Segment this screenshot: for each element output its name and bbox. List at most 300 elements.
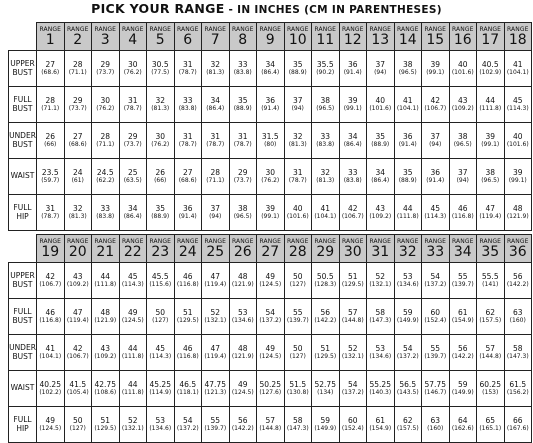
row-label: FULL BUST <box>9 299 37 335</box>
range-number: 28 <box>288 244 307 260</box>
inches-value: 48 <box>237 271 248 281</box>
measurement-cell <box>504 335 532 371</box>
measurement-cell <box>367 371 395 407</box>
cm-value: (157.5) <box>479 316 502 324</box>
measurement-cell <box>422 123 450 159</box>
inches-value: 30.5 <box>151 59 169 69</box>
inches-value: 37 <box>457 167 468 177</box>
measurement-cell <box>339 123 367 159</box>
cm-value: (86.4) <box>206 104 225 112</box>
range-label: RANGE <box>149 238 171 245</box>
cm-value: (134.6) <box>149 424 172 432</box>
measurement-cell <box>284 195 312 231</box>
measurement-cell <box>64 123 92 159</box>
measurement-cell <box>394 335 422 371</box>
cm-value: (153) <box>482 388 499 396</box>
cm-value: (144.8) <box>259 424 282 432</box>
inches-value: 32 <box>72 203 83 213</box>
page-title <box>0 1 533 16</box>
measurement-cell <box>394 299 422 335</box>
inches-value: 63 <box>430 415 441 425</box>
inches-value: 33 <box>100 203 111 213</box>
measurement-cell <box>202 159 230 195</box>
cm-value: (114.3) <box>506 104 529 112</box>
range-label: RANGE <box>507 238 529 245</box>
range-header <box>477 23 505 51</box>
measurement-cell <box>422 159 450 195</box>
cm-value: (129.5) <box>176 316 199 324</box>
inches-value: 46 <box>182 343 193 353</box>
range-label: RANGE <box>507 26 529 33</box>
cm-value: (77.5) <box>151 68 170 76</box>
measurement-cell <box>312 87 340 123</box>
inches-value: 60 <box>347 415 358 425</box>
cm-value: (124.5) <box>121 316 144 324</box>
cm-value: (119.4) <box>204 280 227 288</box>
cm-value: (86.4) <box>343 140 362 148</box>
measurement-cell <box>37 195 65 231</box>
cm-value: (132.1) <box>121 424 144 432</box>
inches-value: 66 <box>512 415 523 425</box>
cm-value: (99.1) <box>343 104 362 112</box>
measurement-cell <box>422 407 450 443</box>
range-header <box>422 23 450 51</box>
inches-value: 32 <box>155 95 166 105</box>
inches-value: 48 <box>512 203 523 213</box>
measurement-cell <box>174 335 202 371</box>
inches-value: 32 <box>210 59 221 69</box>
cm-value: (63.5) <box>123 176 142 184</box>
inches-value: 49 <box>265 343 276 353</box>
measurement-cell <box>64 159 92 195</box>
measurement-cell <box>147 299 175 335</box>
cm-value: (101.6) <box>506 140 529 148</box>
measurement-cell <box>92 159 120 195</box>
inches-value: 43 <box>72 271 83 281</box>
measurement-cell <box>92 299 120 335</box>
cm-value: (137.2) <box>341 388 364 396</box>
cm-value: (102.9) <box>479 68 502 76</box>
row-label: WAIST <box>9 159 37 195</box>
cm-value: (83.8) <box>343 176 362 184</box>
range-number: 24 <box>178 244 197 260</box>
measurement-cell <box>312 123 340 159</box>
range-header <box>284 235 312 263</box>
cm-value: (137.2) <box>396 352 419 360</box>
measurement-cell <box>37 299 65 335</box>
measurement-cell <box>504 195 532 231</box>
measurement-cell <box>394 51 422 87</box>
cm-value: (94) <box>456 176 469 184</box>
cm-value: (139.7) <box>204 424 227 432</box>
cm-value: (111.8) <box>396 212 419 220</box>
inches-value: 27 <box>72 131 83 141</box>
measurement-cell <box>504 159 532 195</box>
measurement-cell <box>477 407 505 443</box>
inches-value: 24 <box>72 167 83 177</box>
inches-value: 42 <box>72 343 83 353</box>
measurement-cell <box>504 123 532 159</box>
measurement-cell <box>229 407 257 443</box>
inches-value: 46 <box>182 271 193 281</box>
cm-value: (94) <box>209 212 222 220</box>
cm-value: (147.3) <box>369 316 392 324</box>
range-label: RANGE <box>452 26 474 33</box>
inches-value: 31 <box>127 95 138 105</box>
cm-value: (129.5) <box>314 352 337 360</box>
inches-value: 39 <box>347 95 358 105</box>
cm-value: (86.4) <box>123 212 142 220</box>
inches-value: 51.5 <box>289 379 307 389</box>
measurement-cell <box>119 371 147 407</box>
cm-value: (81.3) <box>151 104 170 112</box>
measurement-cell <box>64 263 92 299</box>
inches-value: 58 <box>512 343 523 353</box>
cm-value: (124.5) <box>259 352 282 360</box>
measurement-cell <box>339 51 367 87</box>
measurement-cell <box>284 263 312 299</box>
measurement-cell <box>37 371 65 407</box>
measurement-cell <box>312 299 340 335</box>
inches-value: 41 <box>512 59 523 69</box>
measurement-cell <box>312 263 340 299</box>
range-number: 25 <box>206 244 225 260</box>
range-header <box>257 235 285 263</box>
measurement-cell <box>202 87 230 123</box>
measurement-cell <box>312 159 340 195</box>
cm-value: (114.3) <box>149 352 172 360</box>
inches-value: 31 <box>182 131 193 141</box>
cm-value: (73.7) <box>68 104 87 112</box>
measurement-cell <box>229 159 257 195</box>
cm-value: (106.7) <box>424 104 447 112</box>
inches-value: 43 <box>375 203 386 213</box>
measurement-cell <box>147 263 175 299</box>
inches-value: 39 <box>430 59 441 69</box>
inches-value: 40 <box>512 131 523 141</box>
cm-value: (96.5) <box>316 104 335 112</box>
inches-value: 52 <box>127 415 138 425</box>
measurement-cell <box>504 407 532 443</box>
measurement-cell <box>394 263 422 299</box>
range-number: 2 <box>73 32 83 48</box>
inches-value: 57 <box>347 307 358 317</box>
cm-value: (102.2) <box>39 388 62 396</box>
measurement-cell <box>92 335 120 371</box>
range-number: 10 <box>288 32 307 48</box>
measurement-cell <box>257 263 285 299</box>
cm-value: (134.6) <box>396 280 419 288</box>
inches-value: 57 <box>265 415 276 425</box>
measurement-cell <box>174 51 202 87</box>
cm-value: (147.3) <box>506 352 529 360</box>
cm-value: (90.2) <box>316 68 335 76</box>
range-number: 35 <box>481 244 500 260</box>
cm-value: (139.7) <box>451 280 474 288</box>
range-number: 36 <box>508 244 527 260</box>
inches-value: 55 <box>210 415 221 425</box>
inches-value: 42.75 <box>94 379 116 389</box>
cm-value: (66) <box>44 140 57 148</box>
range-label: RANGE <box>287 238 309 245</box>
cm-value: (83.8) <box>233 68 252 76</box>
measurement-cell <box>449 195 477 231</box>
range-header <box>92 23 120 51</box>
measurement-cell <box>174 87 202 123</box>
measurement-cell <box>339 371 367 407</box>
cm-value: (121.9) <box>231 352 254 360</box>
cm-value: (76.2) <box>123 68 142 76</box>
inches-value: 53 <box>402 271 413 281</box>
range-number: 17 <box>481 32 500 48</box>
cm-value: (88.9) <box>151 212 170 220</box>
cm-value: (139.7) <box>286 316 309 324</box>
range-label: RANGE <box>259 238 281 245</box>
measurement-cell <box>312 195 340 231</box>
cm-value: (124.5) <box>231 388 254 396</box>
inches-value: 40.25 <box>39 379 61 389</box>
header-row <box>9 23 532 51</box>
inches-value: 42 <box>45 271 56 281</box>
inches-value: 61.5 <box>509 379 527 389</box>
cm-value: (78.7) <box>178 68 197 76</box>
cm-value: (99.1) <box>481 140 500 148</box>
measurement-cell <box>284 335 312 371</box>
cm-value: (83.8) <box>178 104 197 112</box>
inches-value: 40 <box>292 203 303 213</box>
measurement-cell <box>284 299 312 335</box>
cm-value: (156.2) <box>506 388 529 396</box>
cm-value: (137.2) <box>259 316 282 324</box>
range-number: 22 <box>123 244 142 260</box>
cm-value: (106.7) <box>39 280 62 288</box>
row-label: FULL HIP <box>9 195 37 231</box>
range-number: 34 <box>453 244 472 260</box>
measurement-cell <box>504 371 532 407</box>
measurement-cell <box>257 335 285 371</box>
range-number: 23 <box>151 244 170 260</box>
cm-value: (88.9) <box>288 68 307 76</box>
inches-value: 36 <box>402 131 413 141</box>
cm-value: (132.1) <box>369 280 392 288</box>
cm-value: (105.4) <box>66 388 89 396</box>
cm-value: (109.2) <box>94 352 117 360</box>
inches-value: 49 <box>127 307 138 317</box>
measurement-cell <box>119 123 147 159</box>
range-label: RANGE <box>94 238 116 245</box>
inches-value: 65 <box>485 415 496 425</box>
inches-value: 38 <box>237 203 248 213</box>
cm-value: (61) <box>71 176 84 184</box>
inches-value: 41 <box>45 343 56 353</box>
inches-value: 44 <box>100 271 111 281</box>
range-number: 27 <box>261 244 280 260</box>
measurement-cell <box>477 123 505 159</box>
inches-value: 36 <box>347 59 358 69</box>
inches-value: 46 <box>45 307 56 317</box>
cm-value: (152.4) <box>424 316 447 324</box>
inches-value: 47.75 <box>204 379 226 389</box>
measurement-cell <box>284 371 312 407</box>
title-main: PICK YOUR RANGE <box>91 1 225 16</box>
measurement-cell <box>64 87 92 123</box>
cm-value: (76.2) <box>261 176 280 184</box>
inches-value: 31.5 <box>261 131 279 141</box>
inches-value: 32 <box>292 131 303 141</box>
cm-value: (127) <box>152 316 169 324</box>
inches-value: 36 <box>430 167 441 177</box>
cm-value: (62.2) <box>96 176 115 184</box>
cm-value: (128.3) <box>314 280 337 288</box>
cm-value: (91.4) <box>343 68 362 76</box>
cm-value: (59.7) <box>41 176 60 184</box>
corner-cell <box>9 235 37 263</box>
inches-value: 30 <box>100 95 111 105</box>
inches-value: 27 <box>182 167 193 177</box>
cm-value: (101.6) <box>451 68 474 76</box>
cm-value: (88.9) <box>371 140 390 148</box>
cm-value: (88.9) <box>233 104 252 112</box>
measurement-row <box>9 51 532 87</box>
cm-value: (81.3) <box>288 140 307 148</box>
cm-value: (68.6) <box>178 176 197 184</box>
inches-value: 40 <box>375 95 386 105</box>
measurement-cell <box>339 263 367 299</box>
inches-value: 56 <box>457 343 468 353</box>
measurement-cell <box>92 263 120 299</box>
range-label: RANGE <box>342 238 364 245</box>
inches-value: 45.5 <box>151 271 169 281</box>
measurement-cell <box>147 407 175 443</box>
cm-value: (106.7) <box>341 212 364 220</box>
range-header <box>64 23 92 51</box>
measurement-cell <box>37 407 65 443</box>
range-header <box>37 23 65 51</box>
cm-value: (99.1) <box>508 176 527 184</box>
inches-value: 50 <box>72 415 83 425</box>
measurement-cell <box>119 87 147 123</box>
range-number: 30 <box>343 244 362 260</box>
inches-value: 50.25 <box>259 379 281 389</box>
measurement-cell <box>64 51 92 87</box>
inches-value: 56.5 <box>399 379 417 389</box>
cm-value: (143.5) <box>396 388 419 396</box>
range-label: RANGE <box>67 238 89 245</box>
range-number: 14 <box>398 32 417 48</box>
inches-value: 28 <box>100 131 111 141</box>
cm-value: (96.5) <box>398 68 417 76</box>
measurement-cell <box>174 159 202 195</box>
cm-value: (142.2) <box>231 424 254 432</box>
inches-value: 60 <box>430 307 441 317</box>
cm-value: (83.8) <box>96 212 115 220</box>
inches-value: 57.75 <box>424 379 446 389</box>
measurement-cell <box>119 335 147 371</box>
measurement-row <box>9 195 532 231</box>
cm-value: (68.6) <box>41 68 60 76</box>
measurement-cell <box>449 51 477 87</box>
measurement-row <box>9 159 532 195</box>
cm-value: (71.1) <box>68 68 87 76</box>
measurement-cell <box>422 335 450 371</box>
measurement-row <box>9 299 532 335</box>
inches-value: 38 <box>457 131 468 141</box>
inches-value: 37 <box>210 203 221 213</box>
measurement-cell <box>37 335 65 371</box>
range-number: 15 <box>426 32 445 48</box>
inches-value: 34 <box>127 203 138 213</box>
range-label: RANGE <box>177 26 199 33</box>
inches-value: 45 <box>127 271 138 281</box>
measurement-cell <box>449 87 477 123</box>
inches-value: 54 <box>265 307 276 317</box>
cm-value: (111.8) <box>94 280 117 288</box>
cm-value: (146.7) <box>424 388 447 396</box>
row-label: FULL BUST <box>9 87 37 123</box>
measurement-cell <box>367 335 395 371</box>
corner-cell <box>9 23 37 51</box>
measurement-cell <box>92 195 120 231</box>
measurement-cell <box>367 87 395 123</box>
cm-value: (104.1) <box>39 352 62 360</box>
range-header <box>119 235 147 263</box>
measurement-cell <box>64 407 92 443</box>
inches-value: 47 <box>485 203 496 213</box>
inches-value: 46 <box>457 203 468 213</box>
range-label: RANGE <box>232 26 254 33</box>
inches-value: 49 <box>237 379 248 389</box>
cm-value: (149.9) <box>451 388 474 396</box>
cm-value: (88.9) <box>398 176 417 184</box>
inches-value: 56 <box>237 415 248 425</box>
inches-value: 46.5 <box>179 379 197 389</box>
inches-value: 52.75 <box>314 379 336 389</box>
range-label: RANGE <box>149 26 171 33</box>
range-label: RANGE <box>342 26 364 33</box>
header-row <box>9 235 532 263</box>
measurement-cell <box>37 51 65 87</box>
inches-value: 31 <box>210 131 221 141</box>
cm-value: (80) <box>264 140 277 148</box>
measurement-cell <box>174 407 202 443</box>
measurement-cell <box>367 123 395 159</box>
inches-value: 26 <box>155 167 166 177</box>
cm-value: (99.1) <box>426 68 445 76</box>
measurement-cell <box>449 371 477 407</box>
cm-value: (140.3) <box>369 388 392 396</box>
inches-value: 38 <box>320 95 331 105</box>
inches-value: 51 <box>100 415 111 425</box>
cm-value: (104.1) <box>314 212 337 220</box>
range-header <box>92 235 120 263</box>
cm-value: (114.3) <box>424 212 447 220</box>
measurement-cell <box>119 51 147 87</box>
inches-value: 59 <box>402 307 413 317</box>
cm-value: (149.9) <box>314 424 337 432</box>
measurement-cell <box>477 87 505 123</box>
cm-value: (116.8) <box>176 280 199 288</box>
measurement-cell <box>339 195 367 231</box>
inches-value: 35 <box>292 59 303 69</box>
measurement-row <box>9 123 532 159</box>
cm-value: (160) <box>509 316 526 324</box>
measurement-cell <box>119 407 147 443</box>
measurement-cell <box>422 371 450 407</box>
measurement-cell <box>449 335 477 371</box>
cm-value: (118.1) <box>176 388 199 396</box>
inches-value: 62 <box>485 307 496 317</box>
cm-value: (66) <box>154 176 167 184</box>
